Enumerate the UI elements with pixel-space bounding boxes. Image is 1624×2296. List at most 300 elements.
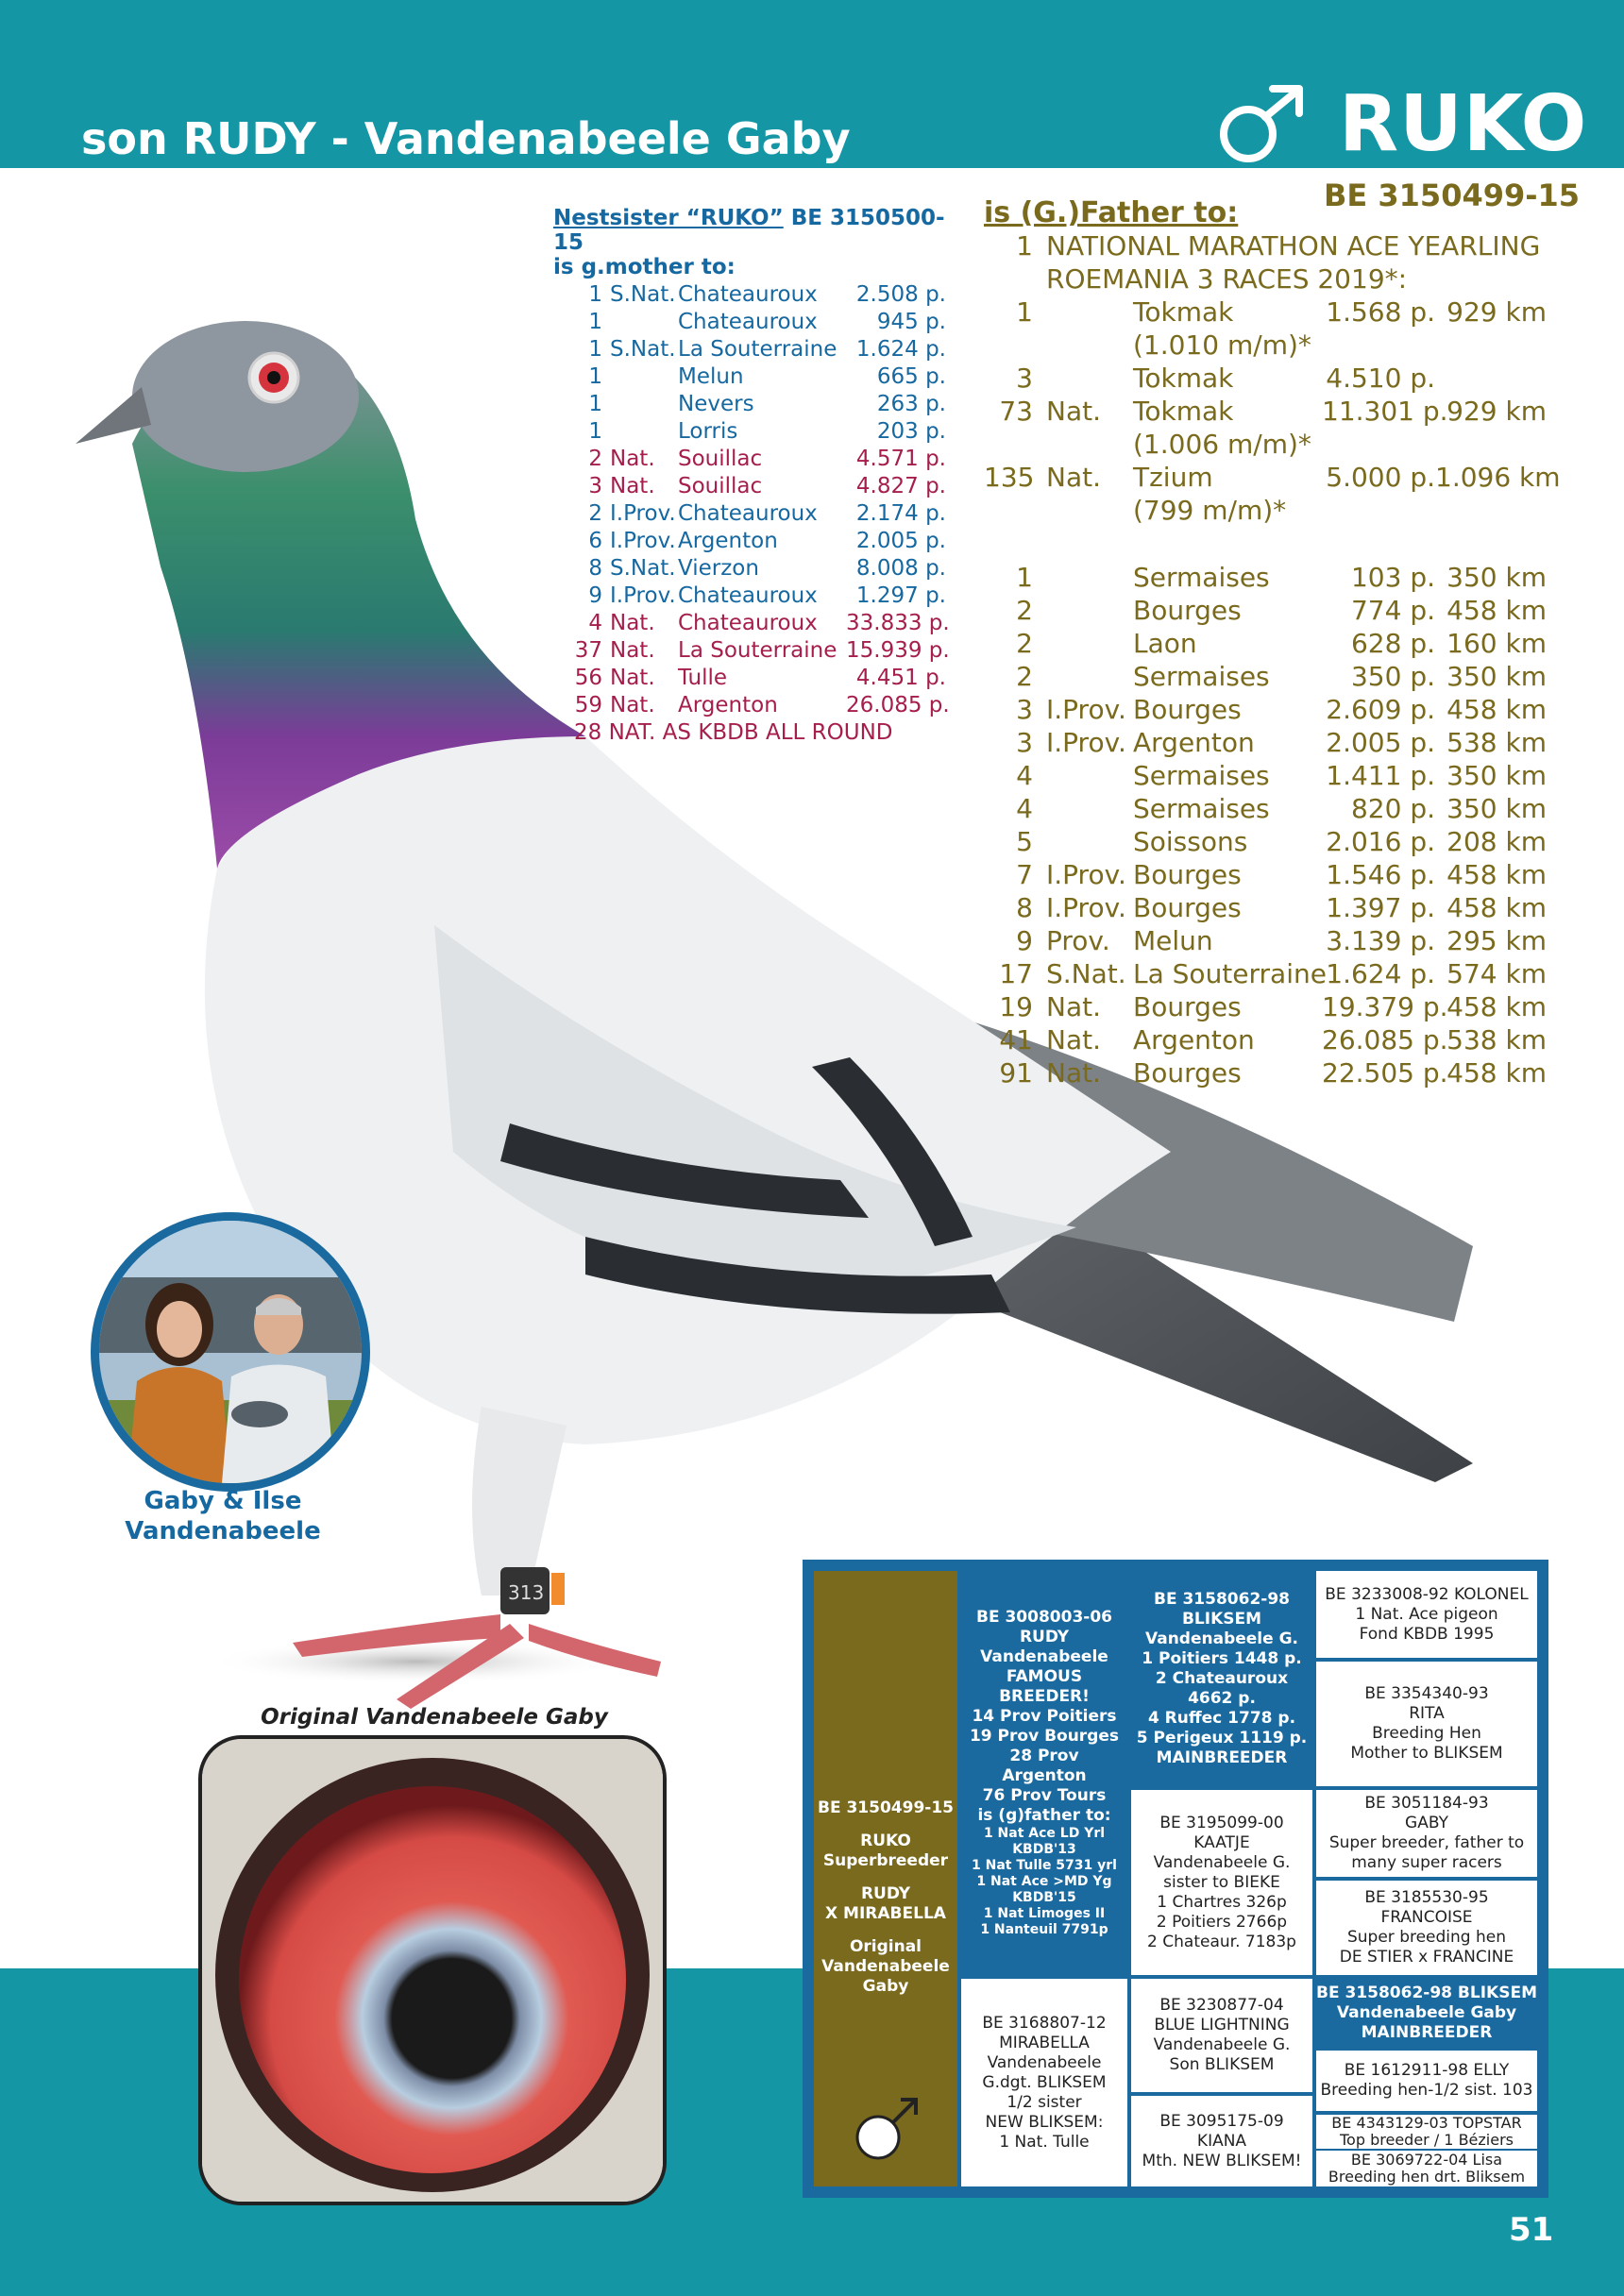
result-birds bbox=[1322, 428, 1435, 461]
result-birds: 3.139 p. bbox=[1326, 925, 1435, 956]
result-level: S.Nat. bbox=[610, 337, 676, 362]
result-race: Chateauroux bbox=[678, 282, 818, 307]
breeders-photo bbox=[91, 1212, 370, 1492]
nestsister-row bbox=[553, 555, 950, 582]
pedigree-line: Gaby bbox=[862, 1977, 909, 1996]
pedigree-line bbox=[818, 1871, 954, 1884]
result-level: Nat. bbox=[1046, 1057, 1101, 1089]
pedigree-line: RITA bbox=[1409, 1704, 1445, 1723]
result-race: Sermaises bbox=[1133, 793, 1270, 824]
result-distance: 350 km bbox=[1446, 661, 1547, 692]
result-level bbox=[1033, 295, 1133, 329]
pedigree-line: MAINBREEDER bbox=[1361, 2022, 1493, 2042]
result-position: 2 bbox=[588, 447, 602, 471]
result-position: 91 bbox=[999, 1057, 1033, 1089]
result-birds: 350 p. bbox=[1350, 661, 1435, 692]
pedigree-line: FAMOUS bbox=[1006, 1667, 1083, 1686]
result-distance: 574 km bbox=[1446, 958, 1547, 989]
result-birds: 1.297 p. bbox=[855, 583, 946, 608]
result-birds: 8.008 p. bbox=[855, 556, 946, 581]
result-birds: 4.451 p. bbox=[855, 666, 946, 690]
pedigree-line bbox=[818, 1924, 954, 1937]
result-distance: 929 km bbox=[1446, 296, 1547, 328]
father-result-row bbox=[984, 594, 1588, 627]
result-level: Nat. bbox=[1046, 396, 1101, 427]
result-position: 41 bbox=[999, 1024, 1033, 1055]
result-position bbox=[984, 428, 1033, 461]
pedigree-line: DE STIER x FRANCINE bbox=[1339, 1948, 1514, 1967]
result-race: Tokmak bbox=[1133, 396, 1234, 427]
result-race: Tzium bbox=[1133, 462, 1213, 493]
result-level: I.Prov. bbox=[1046, 892, 1126, 923]
result-distance bbox=[1435, 362, 1547, 395]
result-birds: 22.505 p. bbox=[1322, 1057, 1448, 1089]
pedigree-line: BE 3069722-04 Lisa bbox=[1350, 2151, 1503, 2169]
result-distance: 295 km bbox=[1446, 925, 1547, 956]
result-level: S.Nat. bbox=[1046, 958, 1126, 989]
nestsister-row bbox=[553, 500, 950, 528]
result-birds: 11.301 p. bbox=[1322, 396, 1448, 427]
result-level: Nat. bbox=[610, 447, 655, 471]
result-level: I.Prov. bbox=[1046, 859, 1126, 890]
result-level: I.Prov. bbox=[1046, 694, 1126, 725]
pedigree-line: MIRABELLA bbox=[999, 2033, 1090, 2052]
father-result-row bbox=[984, 295, 1588, 329]
pedigree-line: BLIKSEM bbox=[1181, 1609, 1262, 1629]
result-birds: 820 p. bbox=[1350, 793, 1435, 824]
result-race: Tokmak bbox=[1133, 296, 1234, 328]
father-result-row bbox=[984, 395, 1588, 428]
result-level bbox=[1033, 494, 1133, 527]
result-position: 8 bbox=[1016, 892, 1033, 923]
result-race: Melun bbox=[1133, 925, 1213, 956]
father-result-row bbox=[984, 792, 1588, 825]
nestsister-row bbox=[553, 391, 950, 418]
pedigree-line: Top breeder / 1 Béziers bbox=[1340, 2131, 1514, 2149]
result-position: 1 bbox=[1016, 562, 1033, 593]
pedigree-line: 1 Nat Tulle 5731 yrl bbox=[972, 1858, 1117, 1873]
result-level bbox=[1033, 561, 1133, 594]
nestsister-row bbox=[553, 309, 950, 336]
eye-caption: Original Vandenabeele Gaby bbox=[261, 1705, 608, 1730]
result-level bbox=[1033, 759, 1133, 792]
result-birds: 2.005 p. bbox=[1326, 727, 1435, 758]
father-result-row bbox=[984, 957, 1588, 990]
result-birds: 4.571 p. bbox=[855, 447, 946, 471]
result-position: 3 bbox=[588, 474, 602, 498]
result-race: Argenton bbox=[678, 529, 778, 553]
pedigree-line: NEW BLIKSEM: bbox=[985, 2112, 1104, 2132]
pedigree-line: BE 3195099-00 bbox=[1159, 1813, 1284, 1832]
result-race: (799 m/m)* bbox=[1133, 495, 1287, 526]
result-level: Nat. bbox=[610, 474, 655, 498]
nestsister-results bbox=[553, 281, 950, 719]
pedigree-line: BE 3233008-92 KOLONEL bbox=[1325, 1584, 1529, 1604]
result-birds bbox=[1322, 494, 1435, 527]
father-result-row bbox=[984, 461, 1588, 494]
result-race: Bourges bbox=[1133, 859, 1242, 890]
pigeon-name: RUKO bbox=[1339, 79, 1588, 169]
result-birds: 2.016 p. bbox=[1326, 826, 1435, 857]
pedigree-line: Vandenabeele bbox=[987, 2052, 1102, 2072]
nestsister-row bbox=[553, 637, 950, 665]
pedigree-line: 1 Nanteuil 7791p bbox=[980, 1922, 1108, 1937]
result-race: La Souterraine bbox=[678, 638, 837, 663]
pedigree-line: 1 Nat. Ace pigeon bbox=[1355, 1604, 1498, 1624]
father-result-row bbox=[984, 329, 1588, 362]
pedigree-line: Superbreeder bbox=[822, 1851, 949, 1870]
pedigree-line: Breeding hen drt. Bliksem bbox=[1328, 2168, 1526, 2186]
pedigree-line: sister to BIEKE bbox=[1163, 1872, 1280, 1892]
result-position: 4 bbox=[588, 611, 602, 635]
nestsister-row bbox=[553, 281, 950, 309]
pedigree-sdd bbox=[1316, 1881, 1537, 1975]
result-birds: 774 p. bbox=[1350, 595, 1435, 626]
pedigree-subject bbox=[814, 1571, 957, 2186]
result-position: 3 bbox=[1016, 363, 1033, 394]
nestsister-title: Nestsister “RUKO” BE 3150500-15 bbox=[553, 206, 945, 255]
pedigree-line: BE 4343129-03 TOPSTAR bbox=[1331, 2114, 1522, 2132]
result-level: Nat. bbox=[1046, 991, 1101, 1022]
result-distance: 1.096 km bbox=[1435, 462, 1561, 493]
result-position: 1 bbox=[588, 310, 602, 334]
marathon-results bbox=[984, 295, 1588, 527]
father-result-row bbox=[984, 924, 1588, 957]
result-distance: 350 km bbox=[1446, 562, 1547, 593]
father-result-row bbox=[984, 891, 1588, 924]
pedigree-line: RUDY bbox=[1019, 1628, 1070, 1646]
result-birds: 19.379 p. bbox=[1322, 991, 1448, 1022]
pedigree-line: Vandenabeele G. bbox=[1145, 1629, 1298, 1648]
result-distance: 458 km bbox=[1446, 1057, 1547, 1089]
result-position: 17 bbox=[999, 958, 1033, 989]
result-race: (1.010 m/m)* bbox=[1133, 329, 1311, 361]
pedigree-line: 4662 p. bbox=[1188, 1688, 1256, 1708]
pedigree-line: 76 Prov Tours bbox=[982, 1786, 1107, 1805]
pedigree-line: Vandenabeele bbox=[980, 1647, 1108, 1666]
pedigree-line: FRANCOISE bbox=[1380, 1908, 1473, 1927]
pedigree-line: Super breeder, father to bbox=[1328, 1833, 1525, 1852]
result-birds: 945 p. bbox=[876, 310, 946, 334]
father-block bbox=[984, 196, 1588, 1089]
result-distance bbox=[1435, 494, 1547, 527]
pedigree-ss bbox=[1131, 1571, 1312, 1786]
father-result-row bbox=[984, 627, 1588, 660]
result-birds: 628 p. bbox=[1350, 628, 1435, 659]
result-level: I.Prov. bbox=[610, 529, 676, 553]
pedigree-line: Mth. NEW BLIKSEM! bbox=[1142, 2151, 1302, 2170]
result-race: Melun bbox=[678, 364, 744, 389]
pedigree-line: Argenton bbox=[1002, 1766, 1087, 1785]
result-position: 1 bbox=[588, 419, 602, 444]
pedigree-dam bbox=[961, 1979, 1127, 2186]
result-birds: 1.568 p. bbox=[1326, 296, 1435, 328]
result-birds: 2.609 p. bbox=[1326, 694, 1435, 725]
result-birds: 5.000 p. bbox=[1326, 462, 1435, 493]
result-birds: 263 p. bbox=[876, 392, 946, 416]
pedigree-sd bbox=[1131, 1790, 1312, 1975]
pedigree-line: 1 Poitiers 1448 p. bbox=[1142, 1648, 1302, 1668]
pedigree-line: 1 Nat. Tulle bbox=[999, 2132, 1090, 2152]
result-level bbox=[1033, 329, 1133, 362]
father-result-row bbox=[984, 561, 1588, 594]
pedigree-line: 1 Chartres 326p bbox=[1157, 1892, 1287, 1912]
pedigree-line: BE 3158062-98 bbox=[1153, 1589, 1290, 1609]
result-race: Vierzon bbox=[678, 556, 759, 581]
pedigree-line: BE 3150499-15 bbox=[817, 1798, 954, 1817]
pedigree-line: BE 3051184-93 bbox=[1364, 1794, 1489, 1813]
result-level bbox=[1033, 825, 1133, 858]
result-level: Nat. bbox=[610, 693, 655, 718]
pedigree-line bbox=[818, 1818, 954, 1832]
pedigree-line: Mother to BLIKSEM bbox=[1350, 1744, 1503, 1763]
result-position: 7 bbox=[1016, 859, 1033, 890]
result-level bbox=[602, 363, 678, 391]
pedigree-line: 14 Prov Poitiers bbox=[972, 1707, 1117, 1726]
result-birds: 103 p. bbox=[1350, 562, 1435, 593]
result-position: 73 bbox=[999, 396, 1033, 427]
result-position: 37 bbox=[574, 638, 602, 663]
result-birds: 26.085 p. bbox=[846, 693, 950, 718]
eye-photo bbox=[198, 1735, 667, 2205]
page-subtitle: son RUDY - Vandenabeele Gaby bbox=[81, 113, 851, 164]
result-distance: 350 km bbox=[1446, 760, 1547, 791]
result-race: Chateauroux bbox=[678, 611, 818, 635]
result-position: 1 bbox=[588, 282, 602, 307]
pedigree-dd bbox=[1131, 2096, 1312, 2186]
result-level: Nat. bbox=[610, 611, 655, 635]
male-symbol-icon bbox=[1210, 83, 1314, 168]
result-position: 1 bbox=[588, 392, 602, 416]
pedigree-line: Fond KBDB 1995 bbox=[1359, 1624, 1495, 1644]
father-title: is (G.)Father to: bbox=[984, 196, 1239, 229]
father-result-row bbox=[984, 726, 1588, 759]
result-position: 1 bbox=[588, 364, 602, 389]
pedigree-dss bbox=[1316, 1979, 1537, 2047]
pedigree-ddd bbox=[1316, 2151, 1537, 2186]
result-position: 4 bbox=[1016, 793, 1033, 824]
pedigree-dds bbox=[1316, 2115, 1537, 2149]
result-race: Souillac bbox=[678, 447, 763, 471]
pedigree-ssd bbox=[1316, 1662, 1537, 1786]
pedigree-line: BE 1612911-98 ELLY bbox=[1344, 2061, 1510, 2080]
result-position: 1 bbox=[588, 337, 602, 362]
result-level: Nat. bbox=[610, 666, 655, 690]
pedigree-line: 2 Chateaur. 7183p bbox=[1147, 1932, 1296, 1951]
result-level: Nat. bbox=[1046, 1024, 1101, 1055]
father-result-row bbox=[984, 1023, 1588, 1056]
pedigree-line: Vandenabeele bbox=[821, 1957, 950, 1976]
result-race: Sermaises bbox=[1133, 562, 1270, 593]
result-race: Chateauroux bbox=[678, 310, 818, 334]
nestsister-row bbox=[553, 528, 950, 555]
pedigree-line: BE 3354340-93 bbox=[1364, 1684, 1489, 1703]
pedigree-line: KBDB'15 bbox=[1012, 1890, 1076, 1905]
pedigree-line: KAATJE bbox=[1193, 1832, 1250, 1852]
result-level: S.Nat. bbox=[610, 282, 676, 307]
result-distance bbox=[1435, 428, 1547, 461]
pedigree-line: RUDY bbox=[860, 1884, 911, 1903]
result-birds: 1.546 p. bbox=[1326, 859, 1435, 890]
result-position: 9 bbox=[588, 583, 602, 608]
result-birds: 2.174 p. bbox=[855, 501, 946, 526]
nestsister-row bbox=[553, 418, 950, 446]
result-position: 59 bbox=[574, 693, 602, 718]
father-result-row bbox=[984, 362, 1588, 395]
father-result-row bbox=[984, 990, 1588, 1023]
result-level bbox=[1033, 594, 1133, 627]
result-position: 19 bbox=[999, 991, 1033, 1022]
pedigree-chart bbox=[803, 1560, 1548, 2198]
result-level: Nat. bbox=[1046, 462, 1101, 493]
result-distance: 160 km bbox=[1446, 628, 1547, 659]
result-level: I.Prov. bbox=[610, 583, 676, 608]
result-position: 1 bbox=[1016, 296, 1033, 328]
ace-position: 1 bbox=[1016, 230, 1033, 262]
result-race: Bourges bbox=[1133, 991, 1242, 1022]
result-position: 9 bbox=[1016, 925, 1033, 956]
result-position: 2 bbox=[1016, 661, 1033, 692]
result-birds: 1.624 p. bbox=[855, 337, 946, 362]
father-result-row bbox=[984, 428, 1588, 461]
result-level: I.Prov. bbox=[1046, 727, 1126, 758]
result-birds: 26.085 p. bbox=[1322, 1024, 1448, 1055]
result-position: 2 bbox=[1016, 595, 1033, 626]
result-birds: 1.411 p. bbox=[1326, 760, 1435, 791]
pedigree-line: Super breeding hen bbox=[1346, 1928, 1507, 1947]
ace-line-1: NATIONAL MARATHON ACE YEARLING bbox=[1046, 230, 1541, 262]
result-birds: 203 p. bbox=[876, 419, 946, 444]
pedigree-line: 28 Prov bbox=[1009, 1747, 1079, 1765]
result-level bbox=[1033, 428, 1133, 461]
result-distance: 208 km bbox=[1446, 826, 1547, 857]
male-symbol-icon bbox=[848, 2092, 923, 2168]
result-level bbox=[1033, 660, 1133, 693]
result-birds: 1.624 p. bbox=[1326, 958, 1435, 989]
pedigree-line: Vandenabeele G. bbox=[1153, 2035, 1291, 2054]
result-birds: 2.508 p. bbox=[855, 282, 946, 307]
nestsister-row bbox=[553, 610, 950, 637]
result-distance: 538 km bbox=[1446, 1024, 1547, 1055]
result-position: 3 bbox=[1016, 727, 1033, 758]
result-distance: 458 km bbox=[1446, 892, 1547, 923]
result-level bbox=[602, 391, 678, 418]
result-level bbox=[1033, 627, 1133, 660]
result-level: I.Prov. bbox=[610, 501, 676, 526]
result-level bbox=[1033, 792, 1133, 825]
pedigree-line: BE 3185530-95 bbox=[1364, 1888, 1489, 1907]
nestsister-row bbox=[553, 473, 950, 500]
nestsister-footer: 28 NAT. AS KBDB ALL ROUND bbox=[574, 720, 893, 745]
result-distance: 458 km bbox=[1446, 991, 1547, 1022]
result-birds: 1.397 p. bbox=[1326, 892, 1435, 923]
pedigree-line: BE 3095175-09 bbox=[1159, 2111, 1284, 2131]
pedigree-line: 4 Ruffec 1778 p. bbox=[1147, 1708, 1296, 1728]
pedigree-line: 1/2 sister bbox=[1007, 2092, 1082, 2112]
result-distance: 458 km bbox=[1446, 694, 1547, 725]
result-birds bbox=[1322, 329, 1435, 362]
pedigree-line: Vandenabeele G. bbox=[1153, 1852, 1291, 1872]
result-race: Chateauroux bbox=[678, 583, 818, 608]
father-result-row bbox=[984, 660, 1588, 693]
pedigree-line: 19 Prov Bourges bbox=[969, 1727, 1120, 1746]
result-race: Sermaises bbox=[1133, 760, 1270, 791]
result-race: Bourges bbox=[1133, 595, 1242, 626]
pedigree-line: BE 3158062-98 BLIKSEM bbox=[1316, 1983, 1537, 2002]
pedigree-line: BE 3008003-06 bbox=[975, 1608, 1112, 1627]
father-result-row bbox=[984, 858, 1588, 891]
result-race: Argenton bbox=[678, 693, 778, 718]
result-distance: 458 km bbox=[1446, 595, 1547, 626]
result-race: Bourges bbox=[1133, 1057, 1242, 1089]
result-position: 56 bbox=[574, 666, 602, 690]
pedigree-line: 2 Poitiers 2766p bbox=[1156, 1912, 1288, 1932]
pedigree-line: 1 Nat Ace >MD Yg bbox=[976, 1874, 1112, 1889]
result-position: 8 bbox=[588, 556, 602, 581]
result-position: 5 bbox=[1016, 826, 1033, 857]
pedigree-line: many super racers bbox=[1351, 1853, 1502, 1872]
result-race: Bourges bbox=[1133, 694, 1242, 725]
result-birds: 4.827 p. bbox=[855, 474, 946, 498]
nestsister-row bbox=[553, 446, 950, 473]
pedigree-sire bbox=[961, 1571, 1127, 1975]
result-position: 2 bbox=[1016, 628, 1033, 659]
result-race: Argenton bbox=[1133, 1024, 1255, 1055]
result-level: S.Nat. bbox=[610, 556, 676, 581]
pedigree-line: 1 Nat Limoges II bbox=[983, 1906, 1106, 1921]
pedigree-line: KIANA bbox=[1196, 2131, 1247, 2151]
pedigree-line: Breeding hen-1/2 sist. 103 bbox=[1320, 2081, 1533, 2100]
result-birds: 2.005 p. bbox=[855, 529, 946, 553]
result-distance bbox=[1435, 329, 1547, 362]
result-distance: 350 km bbox=[1446, 793, 1547, 824]
result-distance: 458 km bbox=[1446, 859, 1547, 890]
result-level bbox=[1033, 362, 1133, 395]
result-race: Bourges bbox=[1133, 892, 1242, 923]
result-race: (1.006 m/m)* bbox=[1133, 429, 1311, 460]
result-race: Tulle bbox=[678, 666, 728, 690]
pedigree-line: GABY bbox=[1405, 1814, 1448, 1832]
nestsister-row bbox=[553, 336, 950, 363]
result-level: Prov. bbox=[1046, 925, 1110, 956]
pedigree-line: Son BLIKSEM bbox=[1169, 2055, 1275, 2074]
page-number: 51 bbox=[1509, 2211, 1554, 2249]
pedigree-line: G.dgt. BLIKSEM bbox=[982, 2072, 1107, 2092]
father-result-row bbox=[984, 825, 1588, 858]
leg-ring-text: 313 bbox=[508, 1581, 545, 1604]
result-position: 4 bbox=[1016, 760, 1033, 791]
nestsister-block bbox=[553, 206, 950, 747]
result-race: Tokmak bbox=[1133, 363, 1234, 394]
father-result-row bbox=[984, 494, 1588, 527]
nestsister-row bbox=[553, 363, 950, 391]
father-result-row bbox=[984, 1056, 1588, 1089]
result-race: Argenton bbox=[1133, 727, 1255, 758]
pedigree-line: X MIRABELLA bbox=[825, 1904, 946, 1923]
father-results bbox=[984, 561, 1588, 1089]
result-level: Nat. bbox=[610, 638, 655, 663]
result-race: Chateauroux bbox=[678, 501, 818, 526]
ace-line-2: ROEMANIA 3 RACES 2019*: bbox=[1046, 263, 1408, 295]
pedigree-line: is (g)father to: bbox=[977, 1806, 1111, 1825]
nestsister-subtitle: is g.mother to: bbox=[553, 255, 736, 279]
pedigree-line: Breeding Hen bbox=[1372, 1724, 1481, 1743]
pedigree-line: KBDB'13 bbox=[1012, 1842, 1076, 1857]
pedigree-sss bbox=[1316, 1571, 1537, 1658]
pedigree-line: BREEDER! bbox=[999, 1687, 1090, 1706]
pedigree-line: 2 Chateauroux bbox=[1155, 1668, 1289, 1688]
father-result-row bbox=[984, 759, 1588, 792]
